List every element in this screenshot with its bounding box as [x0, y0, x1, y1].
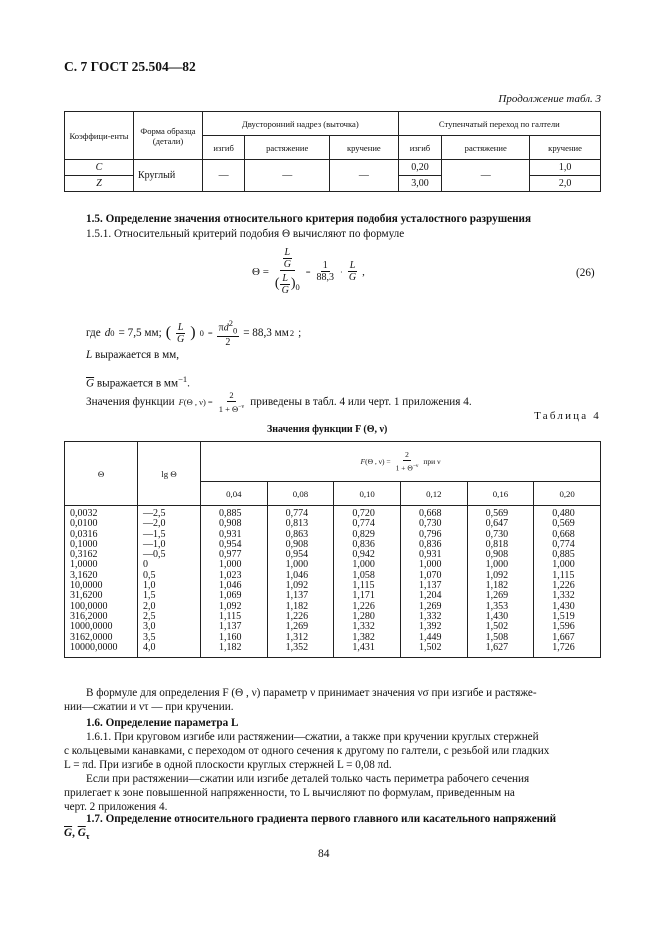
table-cell: 1,508: [485, 631, 509, 643]
table-cell: 0,942: [352, 549, 375, 561]
table-cell: 1,000: [219, 559, 242, 571]
table-cell: 1,431: [352, 641, 375, 653]
value-column: [534, 506, 601, 658]
table-cell: 0,569: [552, 518, 575, 530]
table-cell: 316,2000: [70, 610, 108, 622]
sub-bend-2: изгиб: [398, 136, 442, 160]
table-cell: 1,023: [219, 569, 242, 581]
table-cell: 0,818: [485, 538, 509, 550]
table-cell: 1,269: [418, 600, 442, 612]
table-cell: 1,000: [552, 559, 575, 571]
table-cell: 3,0: [143, 621, 156, 633]
table-cell: 1,182: [485, 580, 509, 592]
table-cell: 0,668: [552, 528, 575, 540]
table-cell: 0,774: [352, 518, 375, 530]
table-cell: 0,796: [418, 528, 442, 540]
section-1-6-line-4: Если при растяжении—сжатии или изгибе деталей только часть периметра рабочего сечения: [86, 773, 530, 785]
table-cell: 1,137: [285, 590, 309, 602]
group-double-notch: Двусторонний надрез (выточка): [203, 112, 399, 136]
table-cell: 0,774: [552, 538, 575, 550]
sub-tension-2: растяжение: [442, 136, 530, 160]
table-cell: 0,480: [552, 508, 575, 519]
table-cell: 0,5: [143, 569, 156, 581]
table-cell: 1,171: [352, 590, 375, 602]
table-cell: 1,000: [485, 559, 509, 571]
lg-theta-column: [138, 506, 201, 658]
table-cell: 1,382: [352, 631, 375, 643]
table-cell: 1,596: [552, 621, 575, 633]
section-1-5-title: 1.5. Определение значения относительного критерия подобия усталостного разрушения: [86, 213, 532, 225]
table-cell: 1,332: [352, 621, 375, 633]
table-cell: 1,070: [418, 569, 442, 581]
table-cell: 1,352: [285, 641, 309, 653]
table-cell: 1,204: [418, 590, 442, 602]
table-cell: 1,332: [552, 590, 575, 602]
cell-value: 3,00: [398, 176, 442, 192]
coef-z: Z: [65, 176, 134, 192]
shape-round: Круглый: [134, 160, 203, 192]
table-cell: 4,0: [143, 641, 156, 653]
table-cell: 0,863: [285, 528, 309, 540]
table-cell: 0,1000: [70, 538, 98, 550]
table-cell: 1,430: [485, 610, 509, 622]
table-cell: 1,115: [552, 569, 575, 581]
formula-26: Θ = $\frac{L}{G}$ ( $\frac{L}{G}$ )$_0$ = $\frac{1}{88,3}$ · $\frac{L}{G}$ ,: [252, 247, 365, 296]
sub-torsion-2: кручение: [530, 136, 601, 160]
nu-header: 0,08: [267, 482, 334, 506]
table-cell: 1,137: [418, 580, 442, 592]
col-theta: Θ: [65, 442, 138, 506]
table-continuation-label: Продолжение табл. 3: [498, 93, 601, 105]
table-cell: 0: [143, 559, 148, 571]
section-1-6-line-3: L = πd. При изгибе в одной плоскости круглых стержней L = 0,08 πd.: [64, 759, 392, 771]
table-cell: 1,226: [552, 580, 575, 592]
table-cell: 0,3162: [70, 549, 98, 561]
table-cell: 1,0: [143, 580, 156, 592]
table-cell: 2,5: [143, 610, 156, 622]
col-coefficients: Коэффици-енты: [65, 112, 134, 160]
sub-tension-1: растяжение: [245, 136, 330, 160]
nu-header: 0,10: [334, 482, 401, 506]
table-cell: 3162,0000: [70, 631, 113, 643]
table-cell: 0,668: [418, 508, 442, 519]
table-cell: 0,931: [418, 549, 442, 561]
table-cell: 1,226: [352, 600, 375, 612]
table-cell: 3,5: [143, 631, 156, 643]
table-cell: 0,569: [485, 508, 509, 519]
table-cell: 0,885: [219, 508, 242, 519]
g-unit-line: $\overline{G}$ выражается в $мм^{-1}$.: [86, 374, 190, 390]
table-cell: 1,449: [418, 631, 442, 643]
table-cell: 1000,0000: [70, 621, 113, 633]
table-cell: 1,353: [485, 600, 509, 612]
table-cell: 0,836: [352, 538, 375, 550]
table-cell: 0,0316: [70, 528, 98, 540]
table-cell: 1,000: [352, 559, 375, 571]
table-cell: 1,502: [418, 641, 442, 653]
value-column: [201, 506, 268, 658]
table-cell: 0,885: [552, 549, 575, 561]
section-1-5-1-text: 1.5.1. Относительный критерий подобия Θ вычисляют по формуле: [86, 228, 405, 240]
table-cell: 1,058: [352, 569, 375, 581]
table-cell: 1,137: [219, 621, 242, 633]
table-cell: 0,813: [285, 518, 309, 530]
table-cell: 1,269: [285, 621, 309, 633]
col-shape: Форма образца (детали): [134, 112, 203, 160]
table-cell: —2,0: [143, 518, 166, 530]
after-table-line-2: нии—сжатии и ντ — при кручении.: [64, 701, 234, 713]
table-cell: 1,430: [552, 600, 575, 612]
table-cell: 1,392: [418, 621, 442, 633]
nu-header: 0,20: [534, 482, 601, 506]
table-cell: 1,226: [285, 610, 309, 622]
table-4-title: Значения функции F (Θ, ν): [267, 424, 388, 435]
cell-value: —: [245, 160, 330, 192]
table-cell: 1,182: [285, 600, 309, 612]
cell-value: 1,0: [530, 160, 601, 176]
table-cell: 0,836: [418, 538, 442, 550]
cell-value: —: [442, 160, 530, 192]
table-cell: 1,092: [285, 580, 309, 592]
table-cell: 1,160: [219, 631, 242, 643]
where-line: где d 0 = 7,5 мм; ( $\frac{L}{G}$ ) 0 = $\frac{\pi d^2_0}{2}$ = 88,3 мм 2 ;: [86, 318, 302, 349]
table-cell: 0,730: [485, 528, 509, 540]
section-1-7-title: 1.7. Определение относительного градиента первого главного или касательного напряжений: [86, 813, 557, 825]
cell-value: —: [330, 160, 398, 192]
area-value: = 88,3 мм: [243, 327, 289, 340]
table-cell: 1,269: [485, 590, 509, 602]
page-header: С. 7 ГОСТ 25.504—82: [64, 59, 196, 74]
table-cell: 10000,0000: [70, 641, 118, 653]
section-1-6-line-5: прилегает к зоне повышенной напряженности, то L вычисляют по формулам, приведенным на: [64, 787, 515, 799]
table-cell: 0,829: [352, 528, 375, 540]
group-step-fillet: Ступенчатый переход по галтели: [398, 112, 600, 136]
section-1-6-line-2: с кольцевыми канавками, с переходом от одного сечения к другому по галтели, с резьбой или гладких: [64, 745, 550, 757]
table-cell: 1,726: [552, 641, 575, 653]
theta-column: [65, 506, 138, 658]
table-cell: 0,774: [285, 508, 309, 519]
table-cell: 0,0100: [70, 518, 98, 530]
table-3: [64, 111, 601, 192]
table-cell: 1,069: [219, 590, 242, 602]
table-cell: 0,954: [219, 538, 242, 550]
nu-header: 0,12: [400, 482, 467, 506]
table-cell: 1,332: [418, 610, 442, 622]
sub-torsion-1: кручение: [330, 136, 398, 160]
page-number: 84: [318, 848, 330, 860]
table-cell: —1,0: [143, 538, 166, 550]
table-cell: 1,312: [285, 631, 309, 643]
after-table-line-1: В формуле для определения F (Θ , ν) параметр ν принимает значения νσ при изгибе и растяже-: [86, 687, 537, 699]
col-lg-theta: lg Θ: [138, 442, 201, 506]
table-cell: 1,519: [552, 610, 575, 622]
table-cell: 1,046: [285, 569, 309, 581]
section-1-6-line-1: 1.6.1. При круговом изгибе или растяжении—сжатии, а также при кручении круглых стержней: [86, 731, 539, 743]
table-cell: 0,908: [485, 549, 509, 561]
equation-number: (26): [576, 267, 595, 279]
nu-header: 0,16: [467, 482, 534, 506]
table-cell: 0,908: [285, 538, 309, 550]
cell-value: 0,20: [398, 160, 442, 176]
table-cell: 1,5: [143, 590, 156, 602]
table-cell: 1,000: [418, 559, 442, 571]
table-4-label: Таблица 4: [534, 410, 601, 422]
section-1-6-title: 1.6. Определение параметра L: [86, 717, 239, 729]
table-cell: 3,1620: [70, 569, 98, 581]
table-4: [64, 441, 601, 658]
value-column: [334, 506, 401, 658]
sub-bend-1: изгиб: [203, 136, 245, 160]
table-cell: 1,092: [219, 600, 242, 612]
section-1-7-symbols: $\overline{G}$, $\overline{G}_\tau$: [64, 827, 90, 842]
cell-value: —: [203, 160, 245, 192]
table-cell: —0,5: [143, 549, 166, 561]
table-cell: 0,977: [219, 549, 242, 561]
table-cell: 0,908: [219, 518, 242, 530]
table-cell: 10,0000: [70, 580, 103, 592]
table-cell: 31,6200: [70, 590, 103, 602]
table-cell: 0,0032: [70, 508, 98, 519]
function-line: Значения функции F(Θ , ν) = $\frac{2}{1 + \Theta^{-\nu}}$ приведены в табл. 4 или черт. 1 приложения 4.: [86, 390, 472, 414]
table-cell: 0,647: [485, 518, 509, 530]
cell-value: 2,0: [530, 176, 601, 192]
table-cell: —1,5: [143, 528, 166, 540]
table-cell: 1,115: [352, 580, 375, 592]
table-cell: 0,720: [352, 508, 375, 519]
where-prefix: где: [86, 327, 101, 340]
section-1-6-line-6: черт. 2 приложения 4.: [64, 801, 168, 813]
table-cell: 1,667: [552, 631, 575, 643]
col-function-header: F(Θ , ν) = $\frac{2}{1 + \Theta^{-\nu}}$ при ν: [201, 442, 601, 482]
table-cell: 1,0000: [70, 559, 98, 571]
table-cell: —2,5: [143, 508, 166, 519]
d0-value: = 7,5 мм;: [118, 327, 162, 340]
value-column: [400, 506, 467, 658]
table-cell: 1,046: [219, 580, 242, 592]
l-unit-line: L выражается в мм,: [86, 349, 180, 361]
table-cell: 0,730: [418, 518, 442, 530]
value-column: [267, 506, 334, 658]
table-cell: 1,182: [219, 641, 242, 653]
table-cell: 1,502: [485, 621, 509, 633]
value-column: [467, 506, 534, 658]
formula-constant: 88,3: [316, 272, 335, 283]
nu-header: 0,04: [201, 482, 268, 506]
table-cell: 1,280: [352, 610, 375, 622]
table-cell: 2,0: [143, 600, 156, 612]
table-cell: 1,000: [285, 559, 309, 571]
table-cell: 1,627: [485, 641, 509, 653]
table-cell: 1,092: [485, 569, 509, 581]
table-cell: 0,954: [285, 549, 309, 561]
coef-c: C: [65, 160, 134, 176]
table-cell: 1,115: [219, 610, 242, 622]
table-cell: 100,0000: [70, 600, 108, 612]
table-cell: 0,931: [219, 528, 242, 540]
